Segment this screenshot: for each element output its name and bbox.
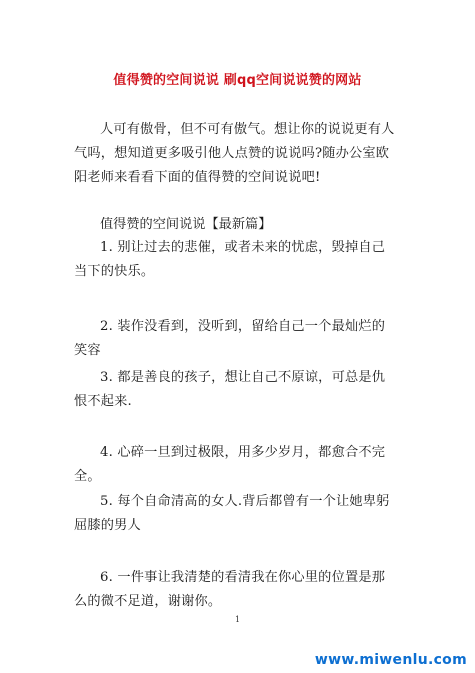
list-item: 4. 心碎一旦到过极限，用多少岁月，都愈合不完全。 <box>74 445 386 484</box>
list-item: 2. 装作没看到，没听到，留给自己一个最灿烂的笑容 <box>74 319 386 358</box>
site-watermark: www.miwenlu.com <box>314 652 467 668</box>
page-title: 值得赞的空间说说 刷qq空间说说赞的网站 <box>113 72 362 88</box>
list-item: 6. 一件事让我清楚的看清我在你心里的位置是那么的微不足道，谢谢你。 <box>74 570 386 609</box>
list-item: 3. 都是善良的孩子，想让自己不原谅，可总是仇恨不起来. <box>74 370 386 409</box>
section-heading: 值得赞的空间说说【最新篇】 <box>100 217 272 232</box>
list-item: 1. 别让过去的悲催，或者未来的忧虑，毁掉自己当下的快乐。 <box>74 240 386 279</box>
list-item: 5. 每个自命清高的女人.背后都曾有一个让她卑躬屈膝的男人 <box>74 494 390 533</box>
page-number: 1 <box>234 615 241 624</box>
intro-paragraph: 人可有傲骨，但不可有傲气。想让你的说说更有人气吗，想知道更多吸引他人点赞的说说吗?随办公室欧阳老师来看看下面的值得赞的空间说说吧! <box>74 122 395 185</box>
